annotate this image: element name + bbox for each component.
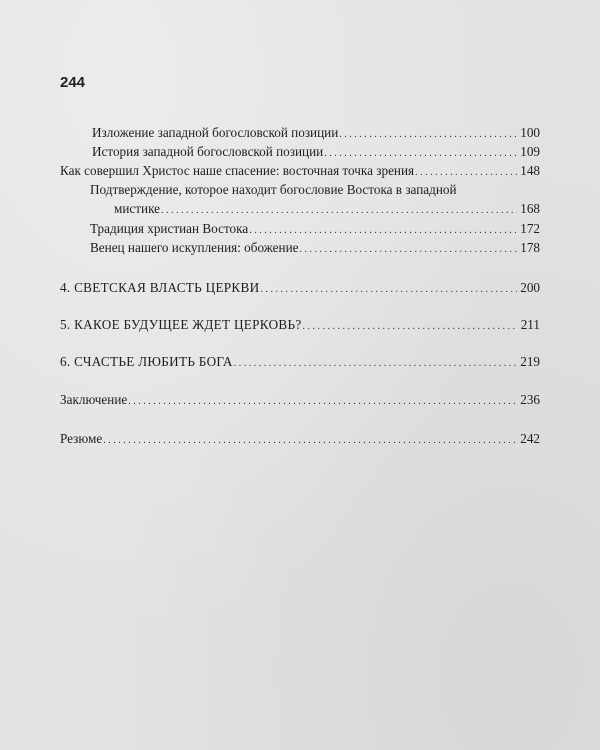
toc-entry-page: 168 bbox=[520, 201, 540, 216]
toc-entry bbox=[60, 164, 540, 178]
toc-entry bbox=[60, 393, 540, 407]
dot-leader bbox=[103, 432, 517, 446]
dot-leader bbox=[300, 241, 518, 255]
toc-entry bbox=[60, 432, 540, 446]
toc-entry-title: Изложение западной богословской позиции bbox=[92, 125, 339, 140]
toc-entry bbox=[92, 126, 540, 140]
dot-leader bbox=[128, 393, 517, 407]
toc-entry-page: 200 bbox=[520, 280, 540, 295]
toc-entry-title-line1: Подтверждение, которое находит богословие Востока в западной bbox=[90, 182, 457, 197]
toc-entry bbox=[60, 355, 540, 369]
dot-leader bbox=[324, 145, 517, 159]
toc-entry-page: 172 bbox=[520, 221, 540, 236]
toc-entry-page: 242 bbox=[520, 431, 540, 446]
toc-entry bbox=[114, 202, 540, 216]
toc-entry-title: 4. СВЕТСКАЯ ВЛАСТЬ ЦЕРКВИ bbox=[60, 280, 260, 295]
toc-entry-page: 148 bbox=[520, 163, 540, 178]
toc-entry-title: мистике bbox=[114, 201, 161, 216]
toc-entry bbox=[92, 145, 540, 159]
toc-entry bbox=[90, 222, 540, 236]
toc-entry-title: Резюме bbox=[60, 431, 103, 446]
page-number: 244 bbox=[60, 74, 86, 91]
toc-entry-page: 211 bbox=[520, 317, 540, 332]
dot-leader bbox=[415, 164, 517, 178]
toc-entry-page: 219 bbox=[520, 354, 540, 369]
toc-entry-title: Как совершил Христос наше спасение: восточная точка зрения bbox=[60, 163, 415, 178]
toc-entry-title: Венец нашего искупления: обожение bbox=[90, 240, 299, 255]
dot-leader bbox=[303, 318, 518, 332]
toc-entry-page: 236 bbox=[520, 392, 540, 407]
dot-leader bbox=[339, 126, 517, 140]
toc-entry-title: Заключение bbox=[60, 392, 128, 407]
dot-leader bbox=[234, 355, 518, 369]
dot-leader bbox=[249, 222, 517, 236]
toc-entry-title: 6. СЧАСТЬЕ ЛЮБИТЬ БОГА bbox=[60, 354, 233, 369]
toc-entry-page: 178 bbox=[520, 240, 540, 255]
toc-entry-page: 100 bbox=[520, 125, 540, 140]
toc-entry-title: 5. КАКОЕ БУДУЩЕЕ ЖДЕТ ЦЕРКОВЬ? bbox=[60, 317, 302, 332]
toc-entry bbox=[60, 281, 540, 295]
dot-leader bbox=[161, 202, 517, 216]
toc-entry bbox=[90, 241, 540, 255]
toc-entry-title: История западной богословской позиции bbox=[92, 144, 324, 159]
toc-entry-title: Традиция христиан Востока bbox=[90, 221, 249, 236]
toc-entry-page: 109 bbox=[520, 144, 540, 159]
dot-leader bbox=[260, 281, 517, 295]
toc-entry bbox=[60, 318, 540, 332]
